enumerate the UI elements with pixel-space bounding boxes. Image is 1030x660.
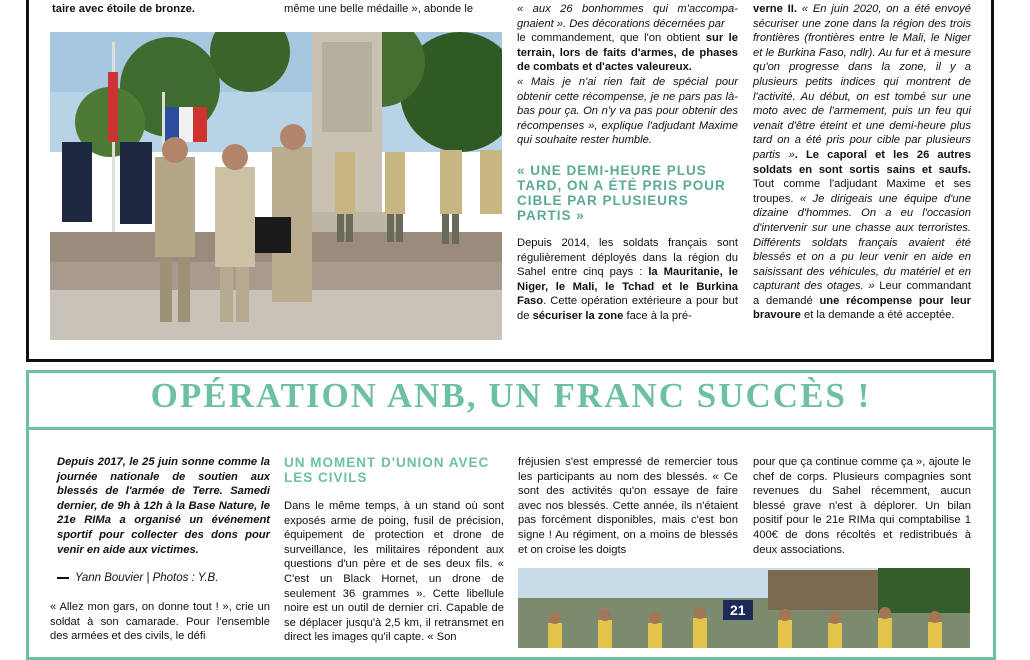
col3-line-a: « aux 26 bonhommes qui m'accompa- — [517, 3, 738, 15]
col3-paragraph-2: « Mais je n'ai rien fait de spécial pour obtenir cette récompense, je ne pars pas là-bas pour ça. On n'y va pas pour obtenir des récompenses », explique l'adjudant Maxime qui souhaite rester humble. — [517, 76, 738, 147]
col1-tail-text: taire avec étoile de bronze. — [52, 3, 196, 15]
bottom-col1-paragraph: « Allez mon gars, on donne tout ! », crie un soldat à son camarade. Pour l'ensemble des armées et des civils, le défi — [50, 601, 270, 643]
bottom-col3-paragraph: fréjusien s'est empressé de remercier tous les participants au nom des blessés. « Ce sont des activités qu'on essaye de faire avec nos blessés. Cette année, ils n'étaient pas forcément disponibles, mais c'est bon signe ! Au régiment, on a moins de blessés et on croise les doigts — [518, 456, 738, 556]
ceremony-photo-illustration — [50, 32, 502, 340]
col2-tail-text: même une belle médaille », abonde le — [284, 3, 474, 15]
bottom-col4-paragraph: pour que ça continue comme ça », ajoute le chef de corps. Plusieurs compagnies sont revenues du Sahel récemment, aucun blessé grave n'est à déplorer. Un bilan positif pour le 21e RIMa qui comptabilise 1 400€ de dons récoltés et redistribués à deux associations. — [753, 456, 971, 556]
event-sign-text: 21 — [730, 602, 746, 618]
col3-p3-bold: sécuriser la zone — [532, 309, 624, 322]
col4-bold: . Le caporal et les 26 autres soldats en sont sortis sains et saufs. — [753, 148, 971, 176]
col3-p3-e: face à la pré- — [626, 309, 692, 322]
col4-p4-a: Leur commandant a demandé — [753, 280, 971, 307]
col4-p4-bold: une récompense pour leur bravoure — [753, 294, 972, 322]
col3-line-c: le commandement, que l'on obtient — [517, 32, 701, 44]
event-photo-illustration — [518, 568, 970, 648]
col4-quote: « En juin 2020, on a été envoyé sécuriser une zone dans la région des trois frontières (frontières entre le Mali, le Niger et le Burkina Faso, ndlr). Au fur et à mesure qu'on progresse dans la zone, il y a plusieurs petits indices qui montrent de l'activité. Au début, on est tombé sur une moto avec de l'armement, puis un feu qui venait d'être éteint et une demi-heure plus tard on a été pris pour cible par plusieurs partis » — [753, 3, 972, 161]
pull-quote-heading: « UNE DEMI-HEURE PLUS TARD, ON A ÉTÉ PRIS POUR CIBLE PAR PLUSIEURS PARTIS » — [517, 163, 726, 223]
col3-p3-countries: la Mauritanie, le Niger, le Mali, le Tchad et le Burkina Faso — [517, 266, 739, 308]
col3-line-b: gnaient ». Des décorations décernées par — [517, 17, 725, 30]
col3-p3-a: Depuis 2014, les soldats français sont régulièrement déployés dans la région du Sahel entre cinq pays : — [517, 237, 738, 279]
col3-paragraph-3 — [517, 236, 738, 324]
col3-bold-1: sur le — [705, 32, 738, 44]
col4-paragraph-1 — [753, 2, 971, 323]
bottom-col2-heading: UN MOMENT D'UNION AVEC LES CIVILS — [284, 455, 490, 485]
col4-quote-2: « Je dirigeais une équipe d'une dizaine d'hommes. On a eu l'occasion d'intervenir sur une chasse aux terroristes. Différents soldats français avaient été blessés et on a pu leur venir en aide en saisissant des véhicules, du matériel et en capturant des otages. » — [753, 192, 972, 293]
col3-bold-3: de combats et d'actes valeureux. — [517, 61, 692, 74]
col4-text: Tout comme l'adjudant Maxime et ses troupes. — [753, 178, 971, 205]
col3-bold-2: terrain, lors de faits d'armes, de phases — [517, 46, 738, 59]
byline-text: Yann Bouvier | Photos : Y.B. — [75, 572, 219, 584]
ceremony-photo — [50, 32, 502, 340]
col3-paragraph-1b — [517, 31, 738, 75]
lead-paragraph: Depuis 2017, le 25 juin sonne comme la journée nationale de soutien aux blessés de l'armée de Terre. Samedi dernier, de 9h à 12h à la Base Nature, le 21e RIMa a organisé un événement sportif pour collecter des dons pour venir en aide aux victimes. — [57, 456, 270, 556]
event-photo — [518, 568, 970, 648]
col4-head: verne II. — [753, 3, 797, 15]
bottom-col2-paragraph: Dans le même temps, à un stand où sont exposés arme de poing, fusil de précision, équipement de protection et drone de surveillance, les militaires répondent aux questions d'un père et de ses deux fils. « C'est un Black Hornet, un drone de seulement 36 grammes ». Cette libellule noire est un outil de dernier cri. Capable de se déplacer jusqu'à 2,5 km, il retransmet en direct les images qu'il capte. « Son — [284, 500, 504, 644]
col4-p4-c: et la demande a été acceptée. — [803, 309, 955, 322]
byline — [57, 572, 270, 584]
article-title: OPÉRATION ANB, UN FRANC SUCCÈS ! — [150, 376, 872, 415]
col3-paragraph-1a — [517, 2, 738, 31]
byline-dash — [57, 577, 69, 579]
col3-p3-c: . Cette opération extérieure a pour but de — [517, 295, 738, 322]
